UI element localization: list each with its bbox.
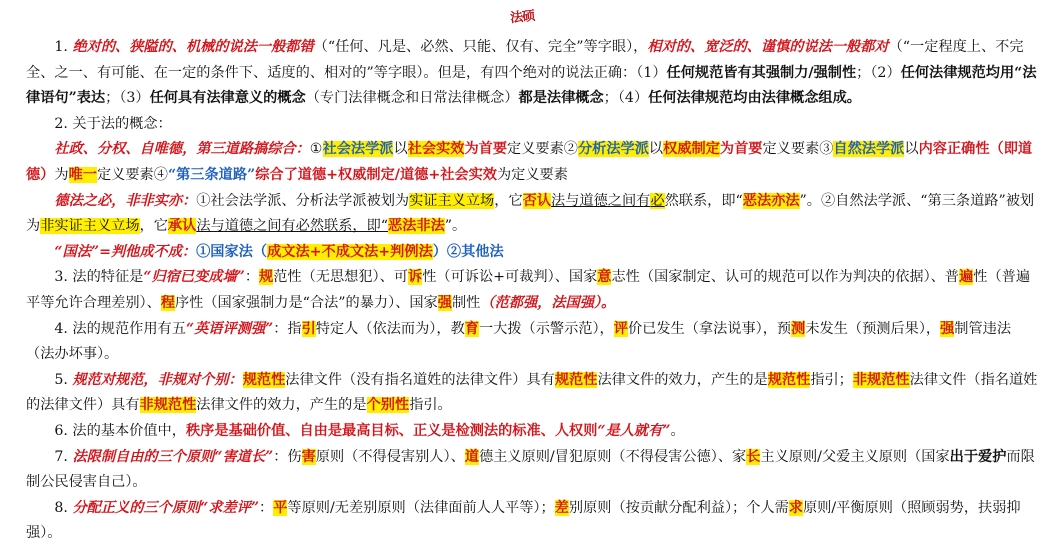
text: 4. 法的规范作用有五 [54, 320, 186, 337]
paragraph-11 [26, 496, 1038, 547]
text: 序性（国家强制力是“合法”的暴力）、国家 [174, 294, 438, 311]
key-char: 育 [464, 320, 479, 337]
term-bad-law-not-law: 恶法非法 [388, 218, 445, 235]
paragraph-10 [26, 445, 1038, 496]
exception-2: 任何法律规范均用“法律语句”表达 [26, 64, 1037, 107]
text: ① [309, 141, 323, 158]
paragraph-9 [26, 419, 1038, 445]
text: 原则（不得侵害别人）、 [315, 448, 465, 465]
term-social-effect: 社会实效 [407, 141, 465, 158]
key-char: 测 [791, 320, 806, 337]
text: 以 [648, 141, 664, 158]
rule-absolute-wrong: 绝对的、狭隘的、机械的说法一般都错 [72, 39, 314, 55]
paragraph-1 [26, 35, 1038, 112]
text: （“任何、凡是、必然、只能、仅有、完全”等字眼）， [313, 39, 648, 55]
text: 法律文件（指名道姓的法律文件）具有 [26, 371, 1038, 414]
text: 指引。 [409, 397, 452, 414]
mnemonic: 法限制自由的三个原则“害道长” [72, 448, 274, 465]
key-char: 害 [301, 448, 316, 465]
text: 6. 法的基本价值中， [54, 422, 186, 439]
school-analytical: 分析法学派 [577, 141, 649, 158]
text: 未发生（预测后果）， [805, 320, 941, 337]
text: 8. [54, 499, 73, 516]
text: 为定义要素 [496, 166, 568, 183]
text: ，它 [139, 218, 168, 235]
paragraph-3 [26, 137, 1038, 188]
item-number: 1. [54, 39, 73, 55]
text: 。 [670, 422, 685, 439]
key-char: 求 [788, 499, 803, 516]
text: 一大拨（示警示范）， [478, 320, 614, 337]
term-non-positivism: 非实证主义立场 [40, 218, 140, 235]
document-body [26, 35, 1038, 547]
key-char: 意 [597, 269, 612, 286]
text: 法律文件的效力，产生的是 [597, 371, 768, 388]
text: 7. [54, 448, 73, 465]
text: 制性 [451, 294, 481, 311]
term-non-normative: 非规范性 [852, 371, 910, 388]
term-only: 唯一 [68, 166, 97, 183]
text: 原则/平衡原则（照顾弱势，扶弱抑强）。 [26, 499, 1021, 542]
paragraph-4 [26, 189, 1038, 240]
text: 主义原则/父爱主义原则（国家 [760, 448, 950, 465]
text: ；（3） [105, 90, 150, 107]
term-normative: 规范性 [767, 371, 811, 388]
text: ：伤 [273, 448, 302, 465]
text: 别原则（按贡献分配利益）；个人需 [568, 499, 789, 516]
text: 德主义原则/冒犯原则（不得侵害公德）、家 [478, 448, 747, 465]
mnemonic: 社政、分权、自唯德，第三道路搞综合： [54, 141, 310, 158]
paragraph-6 [26, 265, 1038, 316]
mnemonic: “是人就有” [597, 422, 671, 439]
school-third-way: “第三条道路” [167, 166, 256, 183]
text: 性（普遍平等允许合理差别）、 [26, 269, 1031, 311]
exception-1: 任何规范皆有其强制力/强制性 [666, 64, 857, 81]
text: 以 [904, 141, 919, 158]
mnemonic: 德法之必，非非实亦： [54, 192, 197, 209]
text: 性（可诉讼+可裁判）、国家 [422, 269, 598, 286]
text: ： [244, 269, 260, 286]
exception-3: 任何具有法律意义的概念 [149, 90, 306, 107]
term-morality: 内容正确性（即道德） [26, 141, 1033, 183]
mnemonic: 规范对规范，非规对个别： [72, 371, 243, 388]
text: 价已发生（拿法说事），预 [627, 320, 792, 337]
term: 为首要 [719, 141, 763, 158]
text: 然联系，即“ [664, 192, 743, 209]
term-individual: 个别性 [366, 397, 410, 414]
key-char: 差 [554, 499, 569, 516]
paragraph-7 [26, 317, 1038, 368]
text: 指引； [810, 371, 853, 388]
text: 定义要素④ [96, 166, 168, 183]
text: ；（4） [603, 90, 649, 107]
key-char: 强 [437, 294, 452, 311]
text: （“一定程度上、不完全、之一、有可能、在一定的条件下、适度的、相对的”等字眼）。但是，有四个绝对的说法正确：（1） [26, 39, 1024, 81]
mnemonic: “归宿已变成墙” [143, 269, 245, 286]
text: （专门法律概念和日常法律概念） [305, 90, 519, 107]
mnemonic-note: （范都强，法国强）。 [480, 294, 616, 311]
text: ：指 [273, 320, 302, 337]
text: 以 [393, 141, 408, 158]
term-values: 秩序是基础价值、自由是最高目标、正义是检测法的标准、人权则 [185, 422, 598, 439]
text: ，它 [494, 192, 523, 209]
term-bad-law-is-law: 恶法亦法 [742, 192, 800, 209]
exception-3-end: 都是法律概念 [518, 90, 604, 107]
term-positivism: 实证主义立场 [409, 192, 495, 209]
key-char: 长 [746, 448, 761, 465]
term-non-normative: 非规范性 [139, 397, 197, 414]
key-char: 道 [464, 448, 479, 465]
school-sociological: 社会法学派 [322, 141, 394, 158]
text: 法律文件（没有指名道姓的法律文件）具有 [285, 371, 555, 388]
term-law-types: 成文法+不成文法+判例法 [267, 243, 433, 260]
text: 定义要素② [507, 141, 578, 158]
text: ①社会法学派、分析法学派被划为 [196, 192, 410, 209]
text: 等原则/无差别原则（法律面前人人平等）； [287, 499, 555, 516]
key-char: 诉 [408, 269, 423, 286]
mnemonic: “国法”=判他成不成： [54, 243, 197, 260]
term-combined: 综合了道德+权威制定/道德+社会实效 [255, 166, 497, 183]
text: 法与道德之间有 [551, 192, 651, 209]
text: ）②其他法 [432, 243, 504, 260]
term-normative: 规范性 [554, 371, 598, 388]
key-char: 规 [259, 269, 274, 286]
text: 而限制公民侵害自己）。 [26, 448, 1035, 491]
mnemonic: 分配正义的三个原则“求差评” [72, 499, 260, 516]
text: 法律文件的效力，产生的是 [196, 397, 367, 414]
mnemonic: “英语评测强” [185, 320, 274, 337]
rule-relative-right: 相对的、宽泛的、谨慎的说法一般都对 [647, 39, 889, 55]
text: 特定人（依法而为），教 [315, 320, 465, 337]
term-admit: 承认 [167, 218, 197, 235]
key-char: 程 [160, 294, 175, 311]
paragraph-8 [26, 368, 1038, 419]
text: 5. [54, 371, 73, 388]
paragraph-2: 2. 关于法的概念： [54, 115, 172, 132]
key-char: 评 [613, 320, 628, 337]
key-char: 引 [301, 320, 316, 337]
brand-logo: 法硕 [509, 8, 535, 27]
text: 制管违法（法办坏事）。 [26, 320, 1012, 363]
text: 法与道德之间有必然联系，即“ [196, 218, 389, 235]
text: 3. 法的特征是 [54, 269, 144, 286]
text: 定义要素③ [762, 141, 834, 158]
term: 为首要 [464, 141, 508, 158]
key-char: 平 [273, 499, 288, 516]
text: ①国家法（ [196, 243, 268, 260]
exception-4: 任何法律规范均由法律概念组成。 [648, 90, 861, 107]
text: 志性（国家制定、认可的规范可以作为判决的依据）、普 [611, 269, 960, 286]
term-must: 必 [650, 192, 665, 209]
term-care: 出于爱护 [949, 448, 1007, 465]
key-char: 遍 [959, 269, 974, 286]
text: ；（2） [856, 64, 901, 81]
text: 范性（无思想犯）、可 [273, 269, 409, 286]
term-deny: 否认 [522, 192, 552, 209]
text: ”。 [444, 218, 467, 235]
term-authority: 权威制定 [663, 141, 720, 158]
text: ： [259, 499, 274, 516]
text: ”。②自然法学派、“第三条道路”被划为 [26, 192, 1035, 235]
school-natural-law: 自然法学派 [833, 141, 905, 158]
term-normative: 规范性 [242, 371, 286, 388]
text: 为 [54, 166, 69, 183]
paragraph-5 [26, 240, 1038, 266]
key-char: 强 [940, 320, 955, 337]
